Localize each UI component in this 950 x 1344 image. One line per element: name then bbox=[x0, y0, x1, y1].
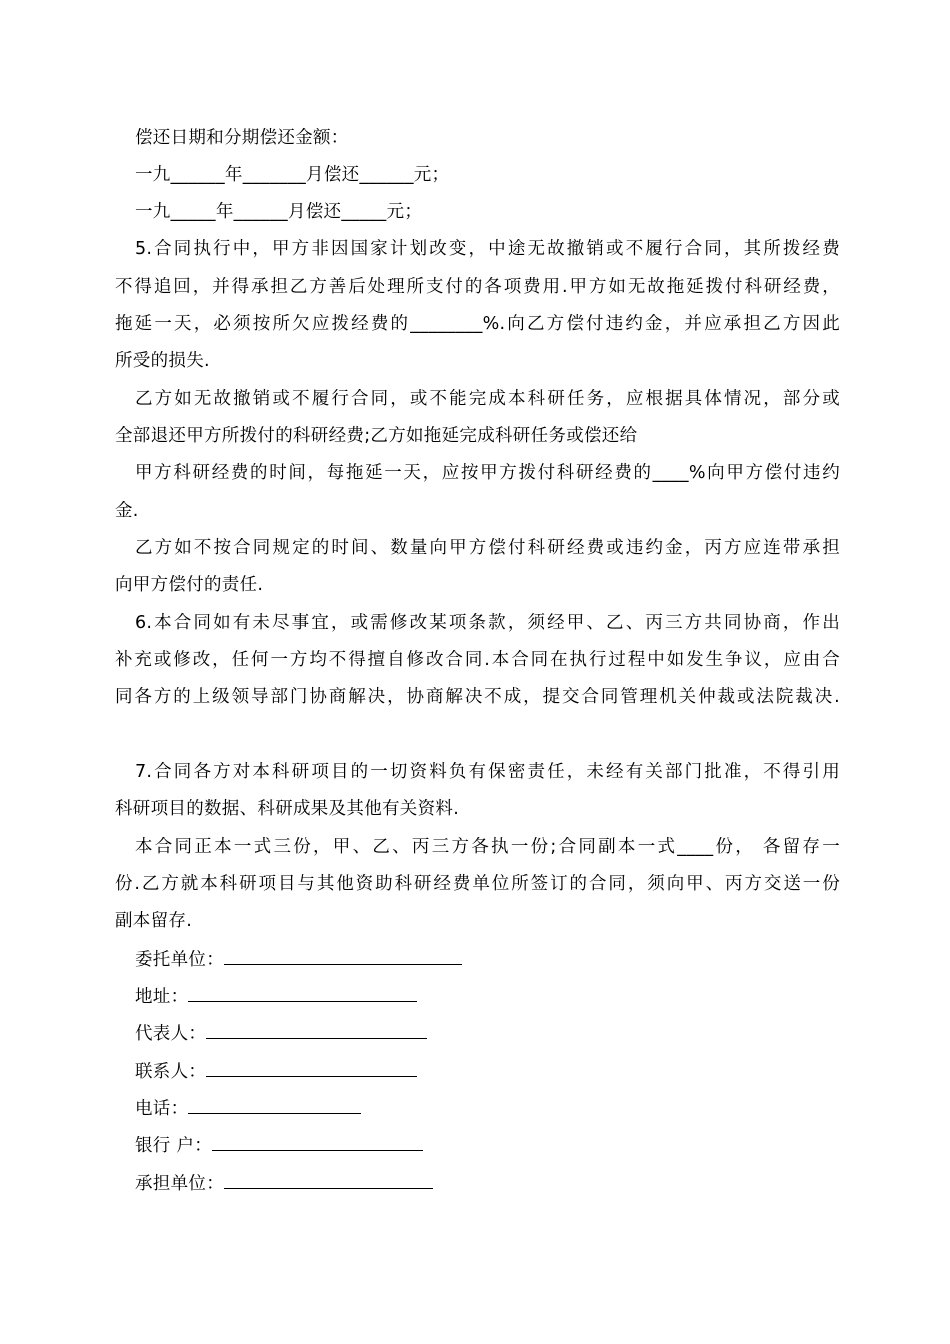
phone-blank[interactable] bbox=[188, 1097, 361, 1114]
copies-line-3: 副本留存. bbox=[115, 911, 193, 931]
clause-5-line-2: 不得追回，并得承担乙方善后处理所支付的各项费用.甲方如无故拖延拨付科研经费， bbox=[115, 277, 840, 297]
signature-field-address bbox=[135, 985, 840, 1008]
signature-field-representative bbox=[135, 1022, 840, 1045]
undertaking-unit-blank[interactable] bbox=[224, 1172, 433, 1189]
signature-label: 委托单位： bbox=[135, 950, 224, 970]
signature-label: 银行 户： bbox=[135, 1136, 213, 1156]
clause-7-line-1: 7.合同各方对本科研项目的一切资料负有保密责任，未经有关部门批准，不得引用 bbox=[135, 762, 840, 782]
signature-label: 电话： bbox=[135, 1099, 189, 1119]
clause-6-line-3: 同各方的上级领导部门协商解决，协商解决不成，提交合同管理机关仲裁或法院裁决. bbox=[115, 687, 840, 707]
party-b-default-line-1: 乙方如无故撤销或不履行合同，或不能完成本科研任务，应根据具体情况，部分或 bbox=[135, 389, 840, 409]
signature-label: 代表人： bbox=[135, 1024, 207, 1044]
entrusting-unit-blank[interactable] bbox=[224, 948, 462, 965]
party-b-default-line-2: 全部退还甲方所拨付的科研经费;乙方如拖延完成科研任务或偿还给 bbox=[115, 426, 638, 446]
copies-line-2: 份.乙方就本科研项目与其他资助科研经费单位所签订的合同，须向甲、丙方交送一份 bbox=[115, 874, 840, 894]
repayment-line-2: 一九_____年______月偿还_____元； bbox=[135, 202, 423, 222]
signature-field-bank-account bbox=[135, 1134, 840, 1157]
repayment-line-1: 一九______年_______月偿还______元； bbox=[135, 165, 450, 185]
clause-6-line-1: 6.本合同如有未尽事宜，或需修改某项条款，须经甲、乙、丙三方共同协商，作出 bbox=[135, 613, 840, 633]
signature-label: 承担单位： bbox=[135, 1174, 224, 1194]
clause-5-line-3: 拖延一天，必须按所欠应拨经费的________%.向乙方偿付违约金，并应承担乙方因此 bbox=[115, 314, 840, 334]
address-blank[interactable] bbox=[188, 985, 417, 1002]
signature-field-entrusting-unit bbox=[135, 948, 840, 971]
party-b-delay-line-1: 甲方科研经费的时间，每拖延一天，应按甲方拨付科研经费的____%向甲方偿付违约 bbox=[135, 463, 840, 483]
signature-label: 地址： bbox=[135, 987, 189, 1007]
party-c-liability-line-1: 乙方如不按合同规定的时间、数量向甲方偿付科研经费或违约金，丙方应连带承担 bbox=[135, 538, 840, 558]
signature-label: 联系人： bbox=[135, 1062, 207, 1082]
clause-5-line-4: 所受的损失. bbox=[115, 351, 210, 371]
representative-blank[interactable] bbox=[206, 1022, 427, 1039]
copies-line-1: 本合同正本一式三份，甲、乙、丙三方各执一份;合同副本一式____份， 各留存一 bbox=[135, 837, 840, 857]
bank-account-blank[interactable] bbox=[212, 1134, 423, 1151]
repayment-schedule-heading: 偿还日期和分期偿还金额： bbox=[135, 128, 349, 148]
signature-field-undertaking-unit bbox=[135, 1172, 840, 1195]
party-c-liability-line-2: 向甲方偿付的责任. bbox=[115, 575, 264, 595]
contact-blank[interactable] bbox=[206, 1060, 417, 1077]
clause-6-line-2: 补充或修改，任何一方均不得擅自修改合同.本合同在执行过程中如发生争议，应由合 bbox=[115, 650, 840, 670]
signature-field-contact bbox=[135, 1060, 840, 1083]
clause-5-line-1: 5.合同执行中，甲方非因国家计划改变，中途无故撤销或不履行合同，其所拨经费 bbox=[135, 239, 840, 259]
party-b-delay-line-2: 金. bbox=[115, 501, 139, 521]
clause-7-line-2: 科研项目的数据、科研成果及其他有关资料. bbox=[115, 799, 460, 819]
signature-field-phone bbox=[135, 1097, 840, 1120]
